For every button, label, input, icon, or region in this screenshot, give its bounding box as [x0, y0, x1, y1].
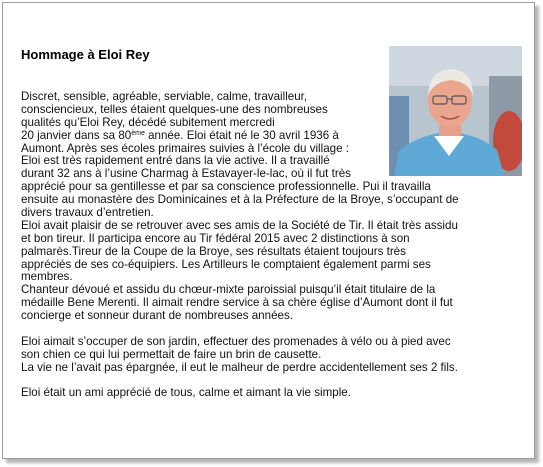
text-line: et bon tireur. Il participa encore au Tir fédéral 2015 avec 2 distinctions à son	[21, 231, 410, 245]
text-segment: année. Eloi était né le 30 avril 1936 à	[144, 128, 339, 142]
text-line: Eloi avait plaisir de se retrouver avec ses amis de la Société de Tir. Il était très assidu	[21, 218, 458, 232]
text-line: Eloi est très rapidement entré dans la vie active. Il a travaillé	[21, 154, 330, 168]
text-line: qualités qu’Eloi Rey, décédé subitement mercredi	[21, 115, 275, 129]
text-line: La vie ne l’avait pas épargnée, il eut le malheur de perdre accidentellement ses 2 fils.	[21, 360, 458, 374]
paragraph-gap	[21, 323, 521, 336]
text-line: Eloi aimait s’occuper de son jardin, effectuer des promenades à vélo ou à pied avec	[21, 334, 451, 348]
text-line: Discret, sensible, agréable, serviable, calme, travailleur,	[21, 90, 308, 103]
text-line: palmarès.Tireur de la Coupe de la Broye, ses résultats étaient toujours très	[21, 244, 406, 258]
text-line: appréciés de ses co-équipiers. Les Artilleurs le comptaient également parmi ses	[21, 257, 431, 271]
text-line	[21, 130, 521, 143]
text-line: consciencieux, telles étaient quelques-une des nombreuses	[21, 102, 328, 116]
text-line: son chien ce qui lui permettait de faire un brin de causette.	[21, 347, 322, 361]
article-body	[21, 91, 521, 400]
text-line: divers travaux d’entretien.	[21, 206, 154, 220]
article-title: Hommage à Eloi Rey	[21, 47, 150, 62]
text-line: médaille Bene Merenti. Il aimait rendre service à sa chère église d’Aumont dont il fut	[21, 296, 453, 310]
text-segment: 20 janvier dans sa 80	[21, 128, 132, 142]
text-line: Aumont. Après ses écoles primaires suivies à l’école du village :	[21, 141, 349, 155]
text-line: Chanteur dévoué et assidu du chœur-mixte paroissial puisqu’il était titulaire de la	[21, 283, 436, 297]
text-line: concierge et sonneur durant de nombreuses années.	[21, 309, 293, 323]
text-line: ensuite au monastère des Dominicaines et à la Préfecture de la Broye, s’occupant de	[21, 193, 459, 207]
text-line: membres.	[21, 270, 73, 284]
text-line: durant 32 ans à l’usine Charmag à Estavayer-le-lac, où il fut très	[21, 167, 351, 181]
text-line: apprécié pour sa gentillesse et par sa conscience professionnelle. Pui il travailla	[21, 180, 431, 194]
ordinal-suffix: ème	[131, 129, 145, 137]
text-line: Eloi était un ami apprécié de tous, calme et aimant la vie simple.	[21, 386, 351, 400]
